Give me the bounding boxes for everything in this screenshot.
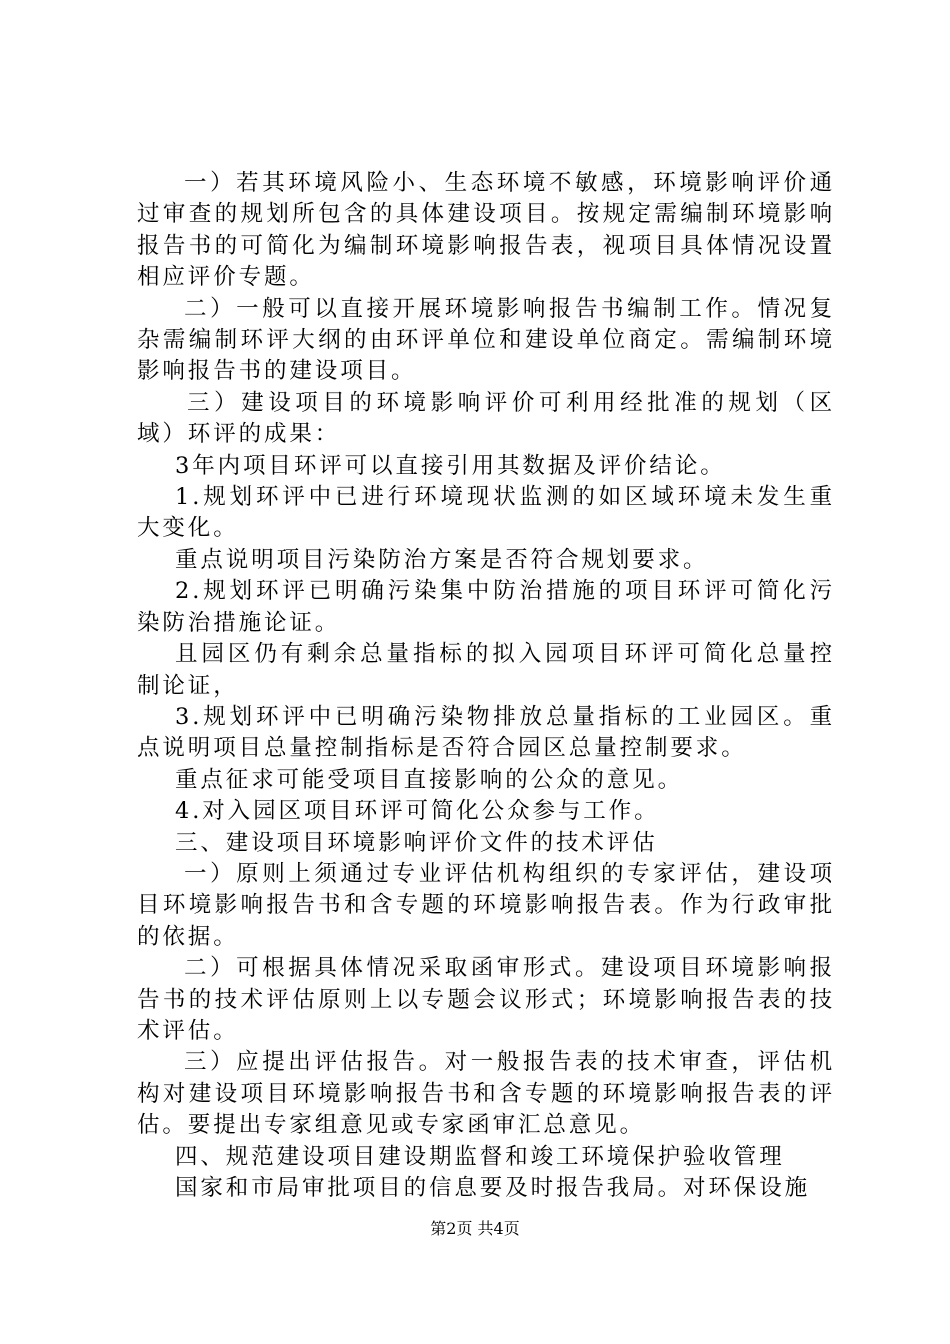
page-number-label: 第2页 共4页 xyxy=(430,1219,520,1238)
paragraph-1: 一）若其环境风险小、生态环境不敏感，环境影响评价通过审查的规划所包含的具体建设项目。按规定需编制环境影响报告书的可简化为编制环境影响报告表，视项目具体情况设置相应评价专题。 xyxy=(137,170,835,291)
paragraph-7: 2.规划环评已明确污染集中防治措施的项目环评可简化污染防治措施论证。 xyxy=(137,578,835,636)
page-footer xyxy=(0,1219,950,1239)
paragraph-8: 且园区仍有剩余总量指标的拟入园项目环评可简化总量控制论证， xyxy=(137,641,835,699)
paragraph-2: 二）一般可以直接开展环境影响报告书编制工作。情况复杂需编制环评大纲的由环评单位和建设单位商定。需编制环境影响报告书的建设项目。 xyxy=(137,295,835,385)
section-heading-4: 四、规范建设项目建设期监督和竣工环境保护验收管理 xyxy=(175,1143,785,1170)
paragraph-3: 三）建设项目的环境影响评价可利用经批准的规划（区域）环评的成果： xyxy=(137,389,835,448)
document-body xyxy=(137,168,835,1204)
paragraph-14: 二）可根据具体情况采取函审形式。建设项目环境影响报告书的技术评估原则上以专题会议形式；环境影响报告表的技术评估。 xyxy=(137,955,835,1044)
paragraph-6: 重点说明项目污染防治方案是否符合规划要求。 xyxy=(175,546,709,573)
paragraph-15: 三）应提出评估报告。对一般报告表的技术审查，评估机构对建设项目环境影响报告书和含专题的环境影响报告表的评估。要提出专家组意见或专家函审汇总意见。 xyxy=(137,1049,835,1139)
paragraph-4: 3年内项目环评可以直接引用其数据及评价结论。 xyxy=(175,452,726,479)
paragraph-10: 重点征求可能受项目直接影响的公众的意见。 xyxy=(175,766,684,793)
section-heading-3: 三、建设项目环境影响评价文件的技术评估 xyxy=(175,829,658,856)
paragraph-13: 一）原则上须通过专业评估机构组织的专家评估，建设项目环境影响报告书和含专题的环境影响报告表。作为行政审批的依据。 xyxy=(137,860,835,950)
paragraph-11: 4.对入园区项目环评可简化公众参与工作。 xyxy=(175,798,660,825)
paragraph-9: 3.规划环评中已明确污染物排放总量指标的工业园区。重点说明项目总量控制指标是否符合园区总量控制要求。 xyxy=(137,703,835,762)
paragraph-5: 1.规划环评中已进行环境现状监测的如区域环境未发生重大变化。 xyxy=(137,484,835,542)
paragraph-17: 国家和市局审批项目的信息要及时报告我局。对环保设施 xyxy=(175,1175,811,1201)
